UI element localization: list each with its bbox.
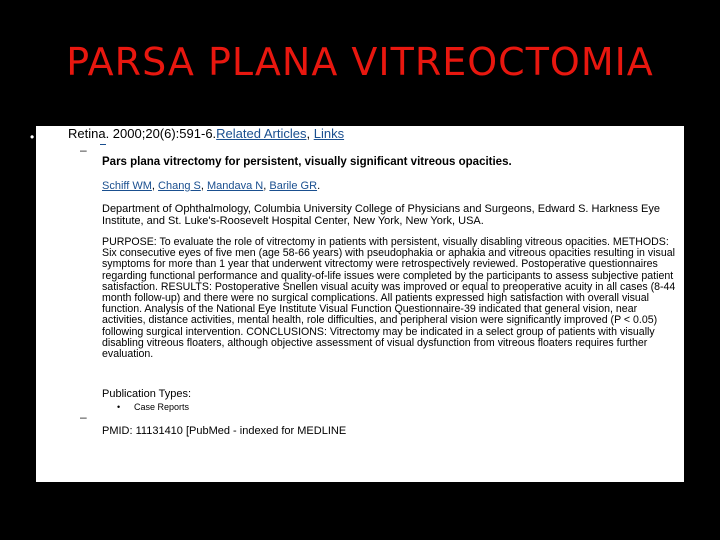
publication-type-item: Case Reports	[134, 402, 190, 412]
affiliation: Department of Ophthalmology, Columbia University College of Physicians and Surgeons, Edward S. Harkness Eye Institute, and St. Luke's-Roosevelt Hospital Center, New York, New York, USA.	[102, 203, 661, 227]
journal-reference: Retina. 2000;20(6):591-6.	[68, 126, 217, 141]
link-underline-mark	[100, 144, 106, 145]
abstract: PURPOSE: To evaluate the role of vitrectomy in patients with persistent, visually disabling vitreous opacities. METHODS: Six consecutive eyes of five men (age 58-66 years) with pseudophakia or aphakia and vitreous opacities resulting in visual symptoms for more than 1 year that underwent vitrectomy were retrospectively reviewed. Postoperative questionnaires regarding functional performance and quality-of-life issues were completed by the participants to assess subjective patient satisfaction. RESULTS: Postoperative Snellen visual acuity was improved or equal to preoperative acuity in all cases (8-44 month follow-up) and there were no surgical complications. All patients expressed high satisfaction with overall visual function. Analysis of the National Eye Institute Visual Function Questionnaire-39 indicated that general vision, near activities, distance activities, mental health, role difficulties, and peripheral vision were significantly improved (P < 0.05) following surgical intervention. CONCLUSIONS: Vitrectomy may be indicated in a select group of patients with visually disabling vitreous floaters, although objective assessment of visual dysfunction from vitreous floaters requires further evaluation.	[102, 236, 676, 361]
sub-bullet-dash: –	[80, 410, 87, 424]
bullet-marker: •	[30, 130, 35, 144]
related-articles-link[interactable]: Related Articles	[216, 126, 307, 141]
author-link[interactable]: Barile GR	[269, 180, 318, 192]
author-link[interactable]: Schiff WM	[102, 180, 152, 192]
publication-types-label: Publication Types:	[102, 388, 192, 400]
author-link[interactable]: Mandava N	[206, 180, 264, 192]
pmid-line: PMID: 11131410 [PubMed - indexed for MEDLINE	[102, 425, 347, 437]
author-list: Schiff WM, Chang S, Mandava N, Barile GR.	[102, 180, 321, 192]
article-title: Pars plana vitrectomy for persistent, visually significant vitreous opacities.	[102, 156, 512, 168]
sub-bullet-dash: –	[80, 143, 87, 157]
slide-title: PARSA PLANA VITREOCTOMIA	[66, 40, 654, 84]
links-link[interactable]: Links	[313, 126, 345, 141]
citation-line	[68, 126, 346, 141]
author-link[interactable]: Chang S	[158, 180, 201, 192]
link-separator: ,	[306, 126, 314, 141]
publication-type-bullet: •	[117, 402, 121, 412]
